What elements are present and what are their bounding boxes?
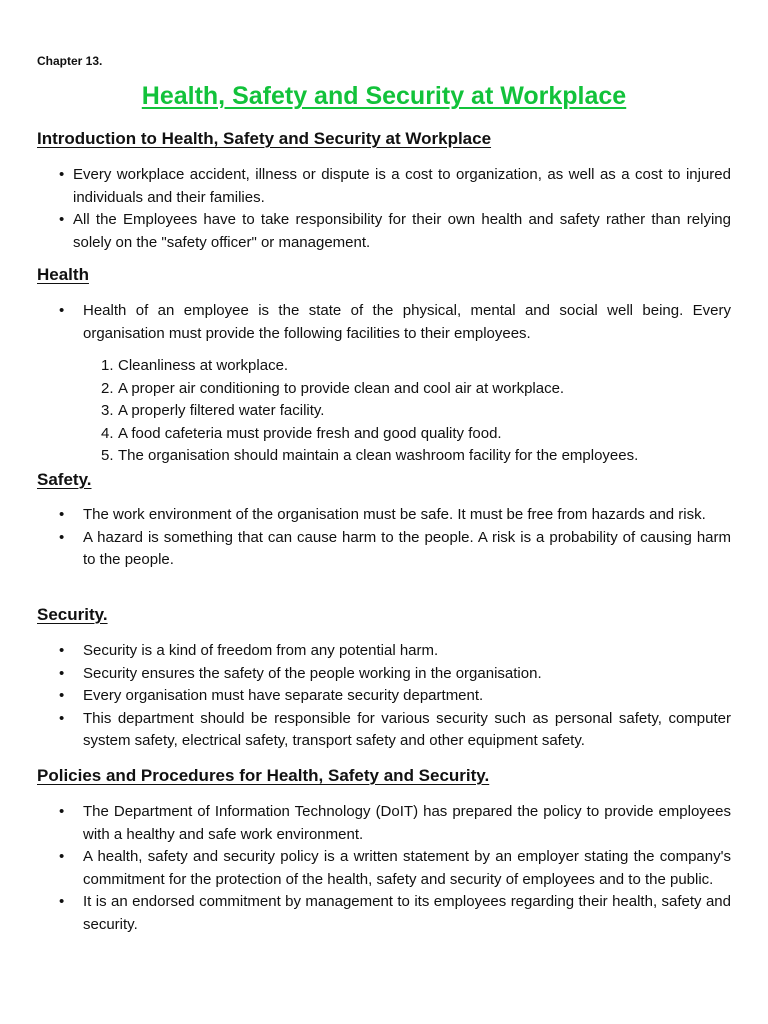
list-item xyxy=(59,209,731,254)
item-text: The organisation should maintain a clean washroom facility for the employees. xyxy=(118,447,639,464)
list-item xyxy=(101,400,721,423)
safety-heading: Safety. xyxy=(37,470,92,489)
intro-heading: Introduction to Health, Safety and Security at Workplace xyxy=(37,129,492,148)
list-item xyxy=(101,378,721,401)
health-bullet-list xyxy=(59,300,731,345)
list-item xyxy=(59,801,731,846)
chapter-label: Chapter 13. xyxy=(37,54,103,68)
bullet-text: All the Employees have to take responsibility for their own health and safety rather than relying solely on the "safety officer" or management. xyxy=(73,211,731,251)
list-item xyxy=(59,846,731,891)
bullet-icon: • xyxy=(59,893,65,910)
bullet-icon: • xyxy=(59,506,65,523)
health-facilities-list xyxy=(101,355,721,468)
bullet-text: Health of an employee is the state of the physical, mental and social well being. Every organisation must provide the following facilities to their employees. xyxy=(83,302,731,342)
bullet-icon: • xyxy=(59,166,65,183)
bullet-text: A hazard is something that can cause harm to the people. A risk is a probability of causing harm to the people. xyxy=(83,528,731,568)
bullet-text: Every organisation must have separate security department. xyxy=(83,687,484,704)
list-item xyxy=(59,300,731,345)
item-number: 2. xyxy=(101,379,114,397)
bullet-icon: • xyxy=(59,302,65,319)
list-item xyxy=(59,891,731,936)
bullet-icon: • xyxy=(59,528,65,546)
bullet-icon: • xyxy=(59,664,65,682)
item-text: Cleanliness at workplace. xyxy=(118,357,289,374)
list-item xyxy=(59,504,731,527)
list-item xyxy=(59,663,731,686)
bullet-text: A health, safety and security policy is a written statement by an employer stating the company's commitment for the protection of the health, safety and security of employees and to the public. xyxy=(83,848,731,888)
bullet-text: The work environment of the organisation must be safe. It must be free from hazards and risk. xyxy=(83,506,706,523)
bullet-icon: • xyxy=(59,211,65,228)
bullet-icon: • xyxy=(59,642,65,659)
list-item xyxy=(59,164,731,209)
item-text: A properly filtered water facility. xyxy=(118,402,325,419)
list-item xyxy=(59,527,731,572)
policies-bullet-list xyxy=(59,801,731,936)
list-item xyxy=(101,355,721,378)
item-number: 1. xyxy=(101,357,114,374)
bullet-text: This department should be responsible for various security such as personal safety, computer system safety, electrical safety, transport safety and other equipment safety. xyxy=(83,709,731,749)
bullet-icon: • xyxy=(59,803,65,820)
safety-bullet-list xyxy=(59,504,731,572)
list-item xyxy=(59,685,731,708)
list-item xyxy=(101,445,721,468)
intro-bullet-list xyxy=(59,164,731,254)
page-title: Health, Safety and Security at Workplace xyxy=(141,82,627,110)
bullet-icon: • xyxy=(59,848,65,865)
item-text: A proper air conditioning to provide clean and cool air at workplace. xyxy=(118,379,565,397)
bullet-text: It is an endorsed commitment by management to its employees regarding their health, safety and security. xyxy=(83,893,731,933)
bullet-icon: • xyxy=(59,709,65,727)
item-text: A food cafeteria must provide fresh and good quality food. xyxy=(118,424,502,442)
bullet-text: Security ensures the safety of the people working in the organisation. xyxy=(83,664,542,682)
policies-heading: Policies and Procedures for Health, Safety and Security. xyxy=(37,766,490,785)
bullet-text: The Department of Information Technology (DoIT) has prepared the policy to provide employees with a healthy and safe work environment. xyxy=(83,803,731,843)
security-heading: Security. xyxy=(37,605,108,624)
bullet-text: Security is a kind of freedom from any potential harm. xyxy=(83,642,439,659)
bullet-text: Every workplace accident, illness or dispute is a cost to organization, as well as a cost to injured individuals and their families. xyxy=(73,166,731,206)
health-heading: Health xyxy=(37,265,89,284)
list-item xyxy=(59,640,731,663)
item-number: 4. xyxy=(101,424,114,442)
security-bullet-list xyxy=(59,640,731,753)
list-item xyxy=(59,708,731,753)
bullet-icon: • xyxy=(59,687,65,704)
item-number: 5. xyxy=(101,447,114,464)
list-item xyxy=(101,423,721,446)
item-number: 3. xyxy=(101,402,114,419)
